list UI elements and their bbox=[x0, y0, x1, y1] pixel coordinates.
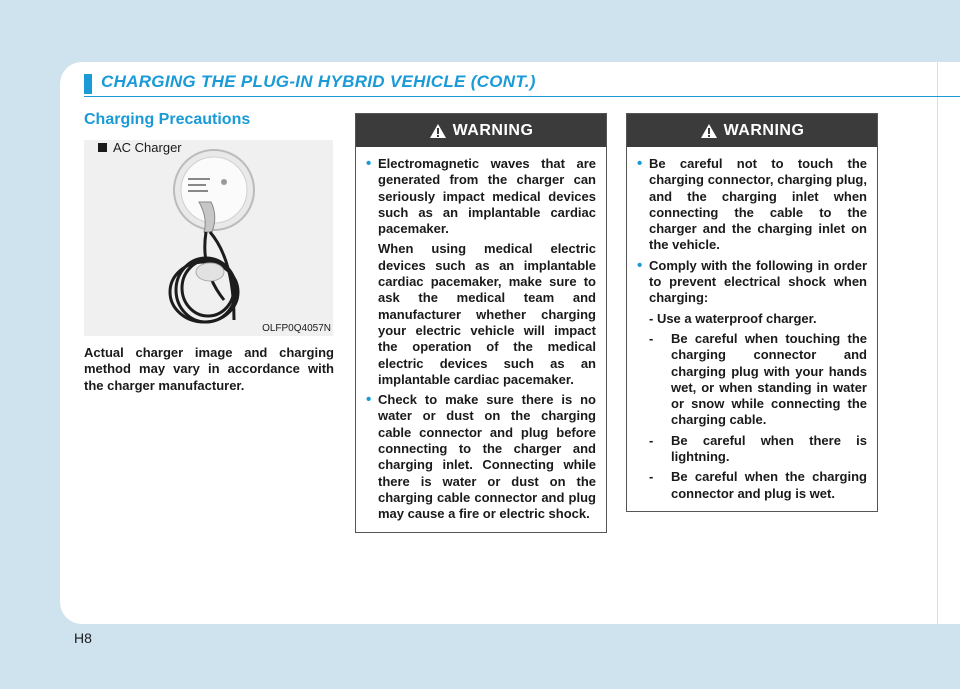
warning-bullet-text: Be careful not to touch the charging connector, charging plug, and the charging inlet when connecting the cable to the charger and the charging inlet on the vehicle. bbox=[649, 156, 867, 253]
warning-triangle-icon bbox=[429, 123, 447, 139]
warning-bullet bbox=[637, 258, 867, 307]
dash-mark: - bbox=[649, 469, 654, 485]
bullet-dot-icon: • bbox=[366, 391, 372, 409]
dash-mark: - bbox=[649, 432, 654, 448]
page-number: H8 bbox=[74, 630, 92, 646]
warning-body bbox=[356, 147, 606, 532]
warning-bullet-text: Check to make sure there is no water or dust on the charging cable connector and plug before connecting to the charger and charging inlet. Connecting while there is water or dust on the charging cable connector and plug may cause a fire or electric shock. bbox=[378, 392, 596, 522]
warning-sub-item: - Use a waterproof charger. bbox=[649, 310, 817, 326]
bullet-dot-icon: • bbox=[366, 155, 372, 172]
dash-mark: - bbox=[649, 330, 654, 346]
charger-figure bbox=[84, 140, 333, 336]
warning-box-right bbox=[626, 113, 878, 512]
bullet-dot-icon: • bbox=[637, 256, 643, 274]
warning-body bbox=[627, 147, 877, 511]
body-paragraph: Actual charger image and charging method may vary in accordance with the charger manufacturer. bbox=[84, 345, 334, 393]
warning-title: WARNING bbox=[723, 121, 805, 139]
warning-bullet bbox=[366, 156, 596, 237]
warning-bullet-text: Electromagnetic waves that are generated from the charger can seriously impact medical devices such as an implantable cardiac pacemaker. bbox=[378, 156, 596, 237]
warning-dash-item bbox=[637, 331, 867, 429]
warning-dash-item bbox=[637, 469, 867, 502]
page-edge-rule bbox=[937, 62, 938, 624]
figure-caption bbox=[98, 140, 182, 155]
warning-bullet bbox=[366, 392, 596, 522]
warning-dash-text: Be careful when the charging connector and plug is wet. bbox=[671, 469, 867, 501]
header-rule bbox=[84, 96, 960, 97]
header-accent-bar bbox=[84, 74, 92, 94]
warning-bullet bbox=[637, 156, 867, 254]
warning-bullet-text: Comply with the following in order to prevent electrical shock when charging: bbox=[649, 257, 867, 306]
warning-header bbox=[356, 114, 606, 147]
warning-dash-item bbox=[637, 433, 867, 466]
warning-dash-text: Be careful when there is lightning. bbox=[671, 432, 867, 465]
chapter-header-title: CHARGING THE PLUG-IN HYBRID VEHICLE (CONT.) bbox=[101, 72, 536, 91]
bullet-dot-icon: • bbox=[637, 155, 643, 172]
section-title: Charging Precautions bbox=[84, 111, 251, 128]
warning-triangle-icon bbox=[700, 123, 718, 139]
square-bullet-icon bbox=[98, 143, 107, 152]
warning-title: WARNING bbox=[452, 121, 534, 139]
figure-caption-text: AC Charger bbox=[113, 140, 182, 155]
warning-header bbox=[627, 114, 877, 147]
warning-paragraph: When using medical electric devices such as an implantable cardiac pacemaker, make sure to ask the medical team and manufacturer whether charging your electric vehicle will impact the operation of the medical electric devices such as an implantable cardiac pacemaker. bbox=[378, 241, 596, 387]
warning-dash-text: Be careful when touching the charging connector and charging plug with your hands wet, or when standing in water or snow while connecting the charging cable. bbox=[671, 330, 867, 428]
figure-code: OLFP0Q4057N bbox=[262, 323, 331, 334]
warning-box-left bbox=[355, 113, 607, 533]
charger-illustration bbox=[84, 140, 333, 336]
